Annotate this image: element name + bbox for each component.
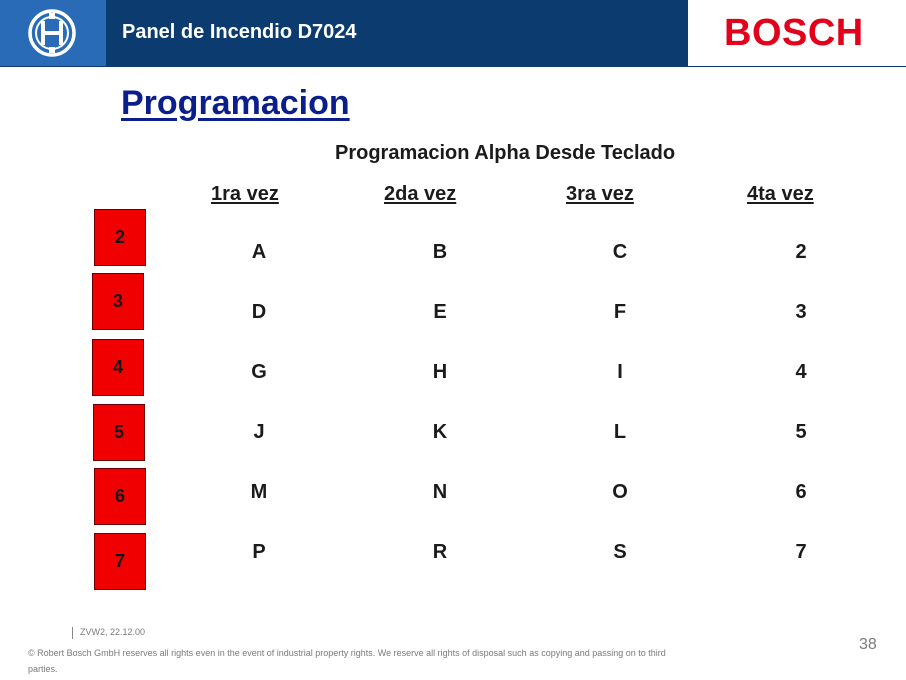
keypad-key-6: 6 [94,468,146,525]
keypad-key-5: 5 [93,404,145,461]
table-cell: S [613,541,627,563]
table-cell: H [432,361,448,383]
table-cell: N [432,481,448,503]
bosch-armature-icon [27,8,77,58]
brand-logo: BOSCH [724,12,864,54]
table-cell: 7 [795,541,807,563]
table-cell: 3 [795,301,807,323]
header-bar [106,0,688,66]
footer-divider [72,627,73,639]
column-header-4: 4ta vez [747,183,814,205]
table-cell: R [432,541,448,563]
keypad-key-4: 4 [92,339,144,396]
page-number: 38 [859,636,877,653]
header-title: Panel de Incendio D7024 [122,21,357,43]
table-cell: E [433,301,447,323]
table-cell: C [612,241,628,263]
column-header-3: 3ra vez [566,183,634,205]
table-cell: 5 [795,421,807,443]
column-header-1: 1ra vez [211,183,279,205]
page-subtitle: Programacion Alpha Desde Teclado [335,142,676,164]
table-cell: G [251,361,267,383]
table-cell: I [617,361,623,383]
footer-legal-notice: © Robert Bosch GmbH reserves all rights even in the event of industrial property rights. We reserve all rights of disposal such as copying and passing on to third parties. [28,648,666,674]
page-title: Programacion [121,84,350,122]
table-cell: O [612,481,628,503]
table-cell: D [251,301,267,323]
table-cell: J [253,421,265,443]
keypad-key-2: 2 [94,209,146,266]
table-cell: P [252,541,266,563]
table-cell: B [432,241,448,263]
footer-code: ZVW2, 22.12.00 [80,627,146,637]
header-divider [0,66,906,67]
table-cell: M [250,481,268,503]
logo-box [0,0,106,66]
keypad-key-7: 7 [94,533,146,590]
keypad-key-3: 3 [92,273,144,330]
table-cell: F [613,301,627,323]
table-cell: L [613,421,627,443]
table-cell: 6 [795,481,807,503]
table-cell: 4 [795,361,807,383]
table-cell: K [432,421,448,443]
column-header-2: 2da vez [384,183,457,205]
table-cell: A [251,241,267,263]
table-cell: 2 [795,241,807,263]
